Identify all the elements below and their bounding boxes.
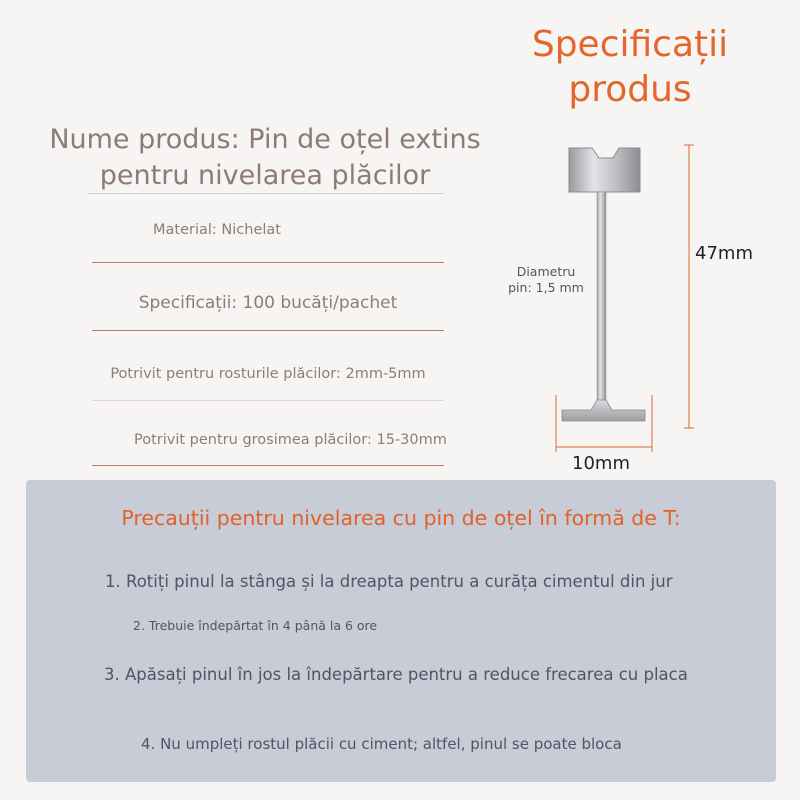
- product-name-line-2: pentru nivelarea plăcilor: [99, 160, 431, 191]
- spec-joints: Potrivit pentru rosturile plăcilor: 2mm-5mm: [110, 366, 426, 382]
- precautions-title: Precauții pentru nivelarea cu pin de oțel în formă de T:: [121, 506, 681, 530]
- title-line-1: Specificații: [531, 24, 729, 65]
- pin-base: [562, 400, 645, 421]
- spec-quantity: Specificații: 100 bucăți/pachet: [138, 293, 398, 313]
- precaution-item-1: 1. Rotiți pinul la stânga și la dreapta pentru a curăța cimentul din jur: [105, 572, 673, 591]
- product-name-line-1: Nume produs: Pin de oțel extins: [49, 124, 481, 155]
- precaution-item-3: 3. Apăsați pinul în jos la îndepărtare pentru a reduce frecarea cu placa: [104, 665, 688, 684]
- spec-divider-2: [92, 330, 444, 331]
- pin-head: [569, 148, 640, 192]
- spec-divider-1: [92, 262, 444, 263]
- diameter-label-line-1: Diametru: [516, 264, 576, 279]
- title-line-2: produs: [568, 69, 692, 110]
- spec-thickness: Potrivit pentru grosimea plăcilor: 15-30mm: [134, 432, 447, 448]
- precautions-panel: [26, 480, 776, 782]
- spec-divider-4: [92, 465, 444, 466]
- product-name: [20, 122, 510, 194]
- diameter-label: [498, 264, 594, 296]
- spec-divider-3: [92, 400, 444, 401]
- pin-shaft: [597, 192, 606, 400]
- spec-material: Material: Nichelat: [153, 222, 281, 238]
- precaution-item-4: 4. Nu umpleți rostul plăcii cu ciment; altfel, pinul se poate bloca: [141, 735, 622, 753]
- specifications-title: [470, 22, 790, 112]
- product-name-divider: [88, 193, 444, 194]
- precaution-item-2: 2. Trebuie îndepărtat în 4 până la 6 ore: [133, 618, 378, 633]
- diameter-label-line-2: pin: 1,5 mm: [508, 280, 584, 295]
- height-label: 47mm: [695, 243, 753, 264]
- width-label: 10mm: [572, 453, 630, 474]
